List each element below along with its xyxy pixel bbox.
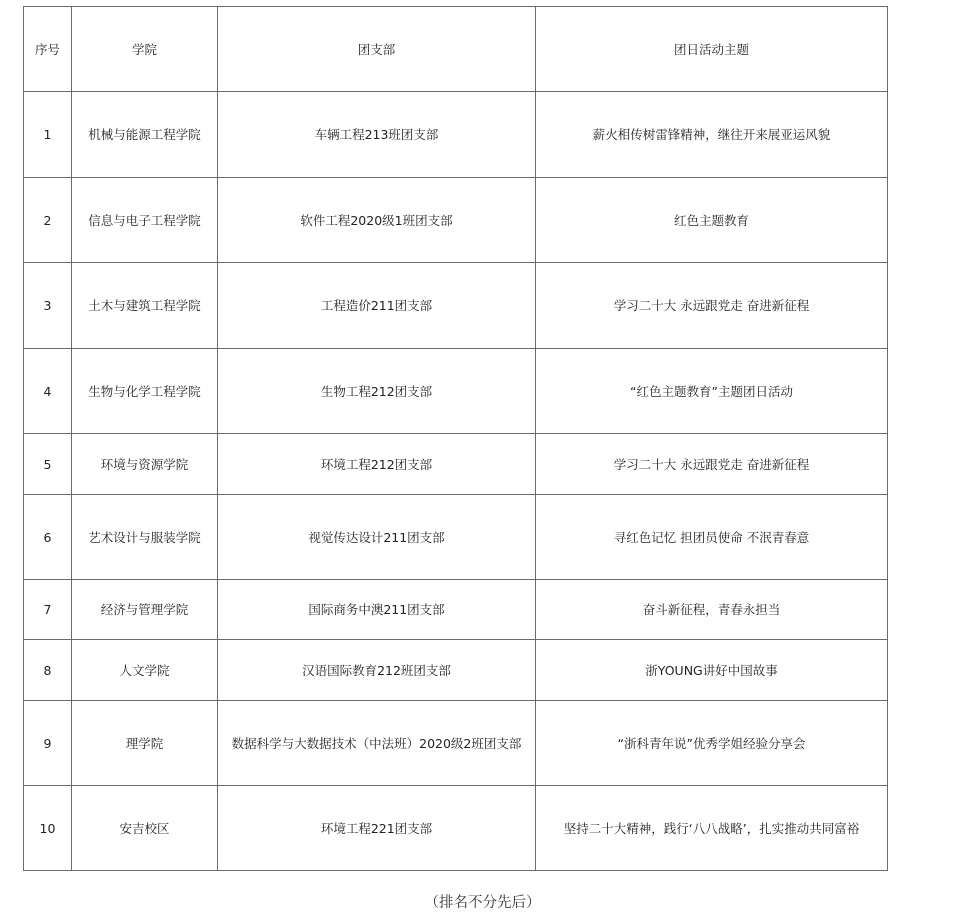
row-college: 人文学院 [72,640,218,701]
row-college: 生物与化学工程学院 [72,349,218,434]
row-index: 2 [24,178,72,263]
table-row [24,786,888,871]
table-row [24,349,888,434]
row-college: 土木与建筑工程学院 [72,263,218,349]
row-branch: 环境工程212团支部 [218,434,536,495]
row-index: 9 [24,701,72,786]
row-branch: 视觉传达设计211团支部 [218,495,536,580]
table-row [24,263,888,349]
ranking-note: （排名不分先后） [424,895,541,911]
row-college: 环境与资源学院 [72,434,218,495]
row-branch: 汉语国际教育212班团支部 [218,640,536,701]
row-theme: 学习二十大 永远跟党走 奋进新征程 [536,263,888,349]
row-branch: 软件工程2020级1班团支部 [218,178,536,263]
header-college: 学院 [72,7,218,92]
row-theme: 浙YOUNG讲好中国故事 [536,640,888,701]
table-row [24,495,888,580]
row-branch: 环境工程221团支部 [218,786,536,871]
row-branch: 车辆工程213班团支部 [218,92,536,178]
row-branch: 生物工程212团支部 [218,349,536,434]
row-college: 机械与能源工程学院 [72,92,218,178]
header-theme: 团日活动主题 [536,7,888,92]
row-theme: 坚持二十大精神，践行‘八八战略’，扎实推动共同富裕 [536,786,888,871]
table-row [24,178,888,263]
row-index: 10 [24,786,72,871]
row-theme: 奋斗新征程，青春永担当 [536,580,888,640]
table-row [24,434,888,495]
row-index: 1 [24,92,72,178]
row-index: 3 [24,263,72,349]
header-index: 序号 [24,7,72,92]
row-college: 经济与管理学院 [72,580,218,640]
row-branch: 数据科学与大数据技术（中法班）2020级2班团支部 [218,701,536,786]
row-theme: “浙科青年说”优秀学姐经验分享会 [536,701,888,786]
row-college: 信息与电子工程学院 [72,178,218,263]
row-theme: 红色主题教育 [536,178,888,263]
row-theme: 寻红色记忆 担团员使命 不泯青春意 [536,495,888,580]
row-college: 安吉校区 [72,786,218,871]
row-theme: “红色主题教育”主题团日活动 [536,349,888,434]
header-row [24,7,888,92]
row-index: 6 [24,495,72,580]
table-row [24,701,888,786]
row-college: 理学院 [72,701,218,786]
table-row [24,92,888,178]
row-branch: 国际商务中澳211团支部 [218,580,536,640]
row-index: 8 [24,640,72,701]
table-row [24,640,888,701]
row-theme: 薪火相传树雷锋精神，继往开来展亚运风貌 [536,92,888,178]
activity-table [23,6,888,871]
row-college: 艺术设计与服装学院 [72,495,218,580]
row-index: 5 [24,434,72,495]
row-index: 4 [24,349,72,434]
row-branch: 工程造价211团支部 [218,263,536,349]
table-row [24,580,888,640]
header-branch: 团支部 [218,7,536,92]
row-theme: 学习二十大 永远跟党走 奋进新征程 [536,434,888,495]
row-index: 7 [24,580,72,640]
